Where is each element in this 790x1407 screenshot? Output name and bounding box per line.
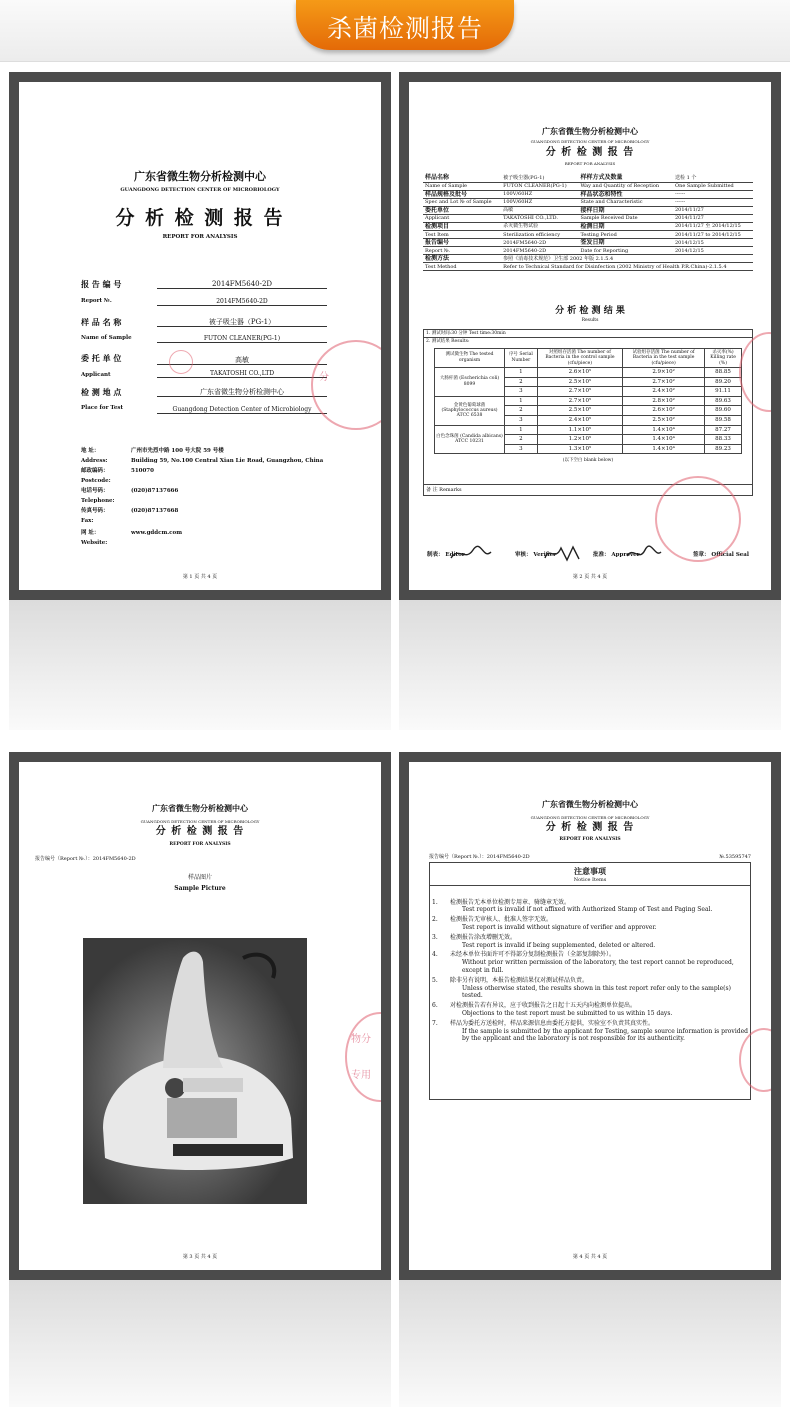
results-cell: 89.20	[705, 377, 742, 387]
info-value: ------	[673, 198, 753, 206]
report-title-cn: 分 析 检 测 报 告	[155, 826, 245, 837]
notice-text-cn: 未经本单位书面许可不得部分复制检测报告（全部复制除外）。	[450, 951, 616, 959]
info-value: 送检 1 个	[673, 174, 753, 182]
info-row	[423, 174, 753, 182]
official-seal: 签章： Official Seal	[693, 552, 749, 558]
notice-text	[448, 915, 750, 933]
contact-value: 广州市先烈中路 100 号大院 59 号楼	[131, 448, 224, 454]
results-cell: 2	[505, 435, 538, 445]
results-cell: 2.4×10⁵	[537, 415, 622, 425]
notice-number: 1.	[432, 898, 438, 906]
notice-text	[448, 898, 750, 916]
report-number: 报告编号（Report №.）：2014FM5640-2D	[35, 856, 136, 862]
report-number: 报告编号（Report №.）：2014FM5640-2D	[429, 854, 530, 860]
info-label: 签发日期	[578, 239, 673, 247]
info-row	[423, 263, 753, 271]
results-header-cell: 序号 Serial Number	[505, 348, 538, 367]
info-value: ------	[673, 190, 753, 198]
field-value: 广东省微生物分析检测中心	[157, 388, 327, 397]
info-value: Sterilization efficiency	[501, 231, 578, 239]
org-name-cn: 广东省微生物分析检测中心	[542, 126, 638, 136]
results-cell: 1	[505, 396, 538, 406]
results-cell: 1	[505, 367, 538, 377]
org-name-cn: 广东省微生物分析检测中心	[134, 170, 266, 183]
results-cell: 2.7×10⁵	[537, 396, 622, 406]
results-cell: 2.7×10²	[623, 377, 705, 387]
notice-title-en: Notice Items	[430, 877, 750, 886]
page-footer: 第 2 页 共 4 页	[572, 574, 608, 580]
page-footer: 第 1 页 共 4 页	[182, 574, 218, 580]
info-label: Name of Sample	[423, 182, 501, 190]
notice-item	[430, 976, 750, 1001]
report-title-en: REPORT FOR ANALYSIS	[169, 842, 231, 847]
field-label-en: Name of Sample	[81, 335, 132, 341]
contact-label: 地 址：	[81, 448, 100, 454]
notice-text-en: Without prior written permission of the laboratory, the test report cannot be reproduced, except in full.	[462, 959, 734, 974]
notice-text-en: Test report is invalid if being supplemented, deleted or altered.	[462, 941, 656, 949]
info-label: 检测日期	[578, 222, 673, 230]
info-value: 高敏	[501, 206, 578, 214]
notice-item	[430, 1001, 750, 1019]
info-value: 2014FM5640-2D	[501, 239, 578, 247]
info-value: 2014/11/27	[673, 214, 753, 222]
contact-label: 网 址：	[81, 530, 100, 536]
results-header-cell: 测试微生物 The tested organism	[435, 348, 505, 367]
sample-picture-title-en: Sample Picture	[174, 885, 226, 892]
contact-label: 电话号码：	[81, 488, 109, 494]
info-label: 检测方法	[423, 255, 501, 263]
info-value: 2014FM5640-2D	[501, 247, 578, 255]
field-value-2: Guangdong Detection Center of Microbiology	[157, 406, 327, 414]
page-footer: 第 4 页 共 4 页	[572, 1254, 608, 1260]
results-cell: 89.23	[705, 444, 742, 454]
results-cell: 2.4×10²	[623, 387, 705, 397]
info-label: 委托单位	[423, 206, 501, 214]
results-cell: 1	[505, 425, 538, 435]
reflection-right-top	[399, 600, 781, 730]
results-row	[435, 367, 742, 377]
results-cell: 2	[505, 377, 538, 387]
info-value: 100V/60HZ	[501, 198, 578, 206]
results-header-row	[435, 348, 742, 367]
notice-text-cn: 检测报告无审核人、批准人签字无效。	[450, 916, 553, 924]
info-row	[423, 198, 753, 206]
contact-label-en: Telephone:	[81, 498, 115, 504]
notice-item	[430, 898, 750, 916]
info-label: 样品规格及批号	[423, 190, 501, 198]
org-name-cn: 广东省微生物分析检测中心	[542, 799, 638, 809]
info-label: Test Item	[423, 231, 501, 239]
info-row	[423, 255, 753, 263]
results-header-cell: 杀灭率(%) Killing rate (%)	[705, 348, 742, 367]
document-page-2[interactable]	[409, 82, 771, 590]
page-footer: 第 3 页 共 4 页	[182, 1254, 218, 1260]
info-row	[423, 247, 753, 255]
results-cell: 1.2×10⁵	[537, 435, 622, 445]
notice-item	[430, 933, 750, 951]
results-cell: 1.4×10⁴	[623, 444, 705, 454]
info-value: 2014/12/15	[673, 239, 753, 247]
notice-text	[448, 1001, 750, 1019]
document-frame-page-2	[399, 72, 781, 600]
notice-text-cn: 检测报告无本单位检测专用章、骑缝章无效。	[450, 898, 571, 906]
info-value: 被子吸尘器(PG-1)	[501, 174, 578, 182]
official-stamp-small	[169, 350, 193, 374]
contact-value: (020)87137666	[131, 488, 179, 494]
info-label: Test Method	[423, 263, 501, 271]
results-row	[435, 396, 742, 406]
info-label: 检测项目	[423, 222, 501, 230]
document-frame-page-1	[9, 72, 391, 600]
notice-number: 7.	[432, 1019, 438, 1027]
info-value: 杀灭微生物试验	[501, 222, 578, 230]
remarks: 备 注 Remarks	[424, 484, 752, 495]
notice-text-cn: 除非另有说明，本报告检测结果仅对测试样品负责。	[450, 976, 589, 984]
info-label: Way and Quantity of Reception	[578, 182, 673, 190]
results-cell: 2.5×10⁵	[537, 406, 622, 416]
notice-text-en: Test report is invalid if not affixed with Authorized Stamp of Test and Paging Seal.	[462, 906, 713, 914]
notice-text	[448, 976, 750, 1001]
results-box	[423, 329, 753, 496]
notice-title-cn: 注意事项	[574, 866, 606, 876]
notice-text	[448, 950, 750, 975]
notice-text-en: If the sample is submitted by the applicant for Testing, sample source information is provided by the applicant and the laboratory is not responsible for its authenticity.	[462, 1027, 748, 1043]
sample-picture-title-cn: 样品图片	[187, 874, 212, 881]
reflection-left-top	[9, 600, 391, 730]
notice-item	[430, 915, 750, 933]
info-row	[423, 214, 753, 222]
results-cell: 1.4×10⁴	[623, 425, 705, 435]
results-cell: 1.3×10⁵	[537, 444, 622, 454]
serial-number: №.53595747	[719, 854, 751, 860]
notice-text-cn: 对检测报告若有异议，应于收到报告之日起十五天内向检测单位提出。	[450, 1002, 637, 1010]
results-cell: 87.27	[705, 425, 742, 435]
notice-text	[448, 1019, 750, 1044]
notice-box	[429, 862, 751, 1100]
results-cell: 2.5×10⁵	[537, 377, 622, 387]
editor-signature: 制表： Editor	[427, 552, 465, 558]
info-label: Spec and Lot № of Sample	[423, 198, 501, 206]
document-frame-page-4	[399, 752, 781, 1280]
sample-info-table	[423, 174, 753, 271]
notice-item	[430, 1019, 750, 1044]
info-value: One Sample Submitted	[673, 182, 753, 190]
info-value: 2014/12/15	[673, 247, 753, 255]
notice-number: 3.	[432, 933, 438, 941]
contact-label: 传真号码：	[81, 508, 109, 514]
org-name-en: GUANGDONG DETECTION CENTER OF MICROBIOLOGY	[530, 139, 650, 144]
info-row	[423, 190, 753, 198]
org-name-en: GUANGDONG DETECTION CENTER OF MICROBIOLOGY	[530, 815, 650, 820]
contact-value: www.gddcm.com	[131, 530, 183, 536]
org-name-cn: 广东省微生物分析检测中心	[152, 803, 248, 813]
verifier-signature: 审核： Verifier	[515, 552, 557, 558]
notice-text-en: Test report is invalid without signature of verifier and approver.	[462, 923, 657, 931]
contact-value: (020)87137668	[131, 508, 179, 514]
results-title-en: Results	[581, 318, 599, 323]
results-cell: 2.6×10⁵	[537, 367, 622, 377]
info-value: 2014/11/27 至 2014/12/15	[673, 222, 753, 230]
field-value-2: 2014FM5640-2D	[157, 298, 327, 306]
info-row	[423, 231, 753, 239]
results-cell: 2	[505, 406, 538, 416]
report-title-cn: 分 析 检 测 报 告	[545, 822, 635, 833]
notice-text-en: Objections to the test report must be submitted to us within 15 days.	[462, 1009, 673, 1017]
banner-bar	[0, 0, 790, 62]
results-cell: 89.63	[705, 396, 742, 406]
results-cell: 1.1×10⁵	[537, 425, 622, 435]
contact-label: 邮政编码：	[81, 468, 109, 474]
field-label-en: Applicant	[81, 372, 111, 378]
organism-cell: 白色念珠菌 (Candida albicans) ATCC 10231	[435, 425, 505, 454]
vacuum-cleaner-image	[83, 938, 307, 1204]
info-value: FUTON CLEANER(PG-1)	[501, 182, 578, 190]
info-row	[423, 206, 753, 214]
contact-value: 510070	[131, 468, 154, 474]
results-cell: 88.85	[705, 367, 742, 377]
blank-note: (以下空白 blank below)	[562, 458, 614, 464]
report-title-en: REPORT FOR ANALYSIS	[162, 234, 238, 240]
info-label: 接样日期	[578, 206, 673, 214]
field-label-cn: 样 品 名 称	[81, 317, 122, 327]
results-header-cell: 试验组存活菌 The number of Bacteria in the test sample (cfu/piece)	[623, 348, 705, 367]
test-condition-1: 1. 测试时间:30 分钟 Test time:30min	[424, 330, 752, 338]
document-page-1[interactable]	[19, 82, 381, 590]
info-row	[423, 182, 753, 190]
results-table	[434, 348, 742, 455]
results-header-cell: 对照组存活菌 The number of Bacteria in the control sample (cfu/piece)	[537, 348, 622, 367]
notice-text-cn: 检测报告涂改增删无效。	[450, 933, 517, 941]
info-label: Report №.	[423, 247, 501, 255]
results-cell: 88.33	[705, 435, 742, 445]
organism-cell: 大肠杆菌 (Escherichia coli) 8099	[435, 367, 505, 396]
results-cell: 2.8×10²	[623, 396, 705, 406]
contact-value-2: Building 59, No.100 Central Xian Lie Road, Guangzhou, China	[131, 458, 324, 464]
banner-tab	[296, 0, 514, 50]
field-label-cn: 检 测 地 点	[81, 387, 122, 397]
official-stamp: 物分 专用	[345, 1012, 381, 1102]
info-label: 样品名称	[423, 174, 501, 182]
report-title-cn: 分 析 检 测 报 告	[115, 207, 285, 229]
org-name-en: GUANGDONG DETECTION CENTER OF MICROBIOLOGY	[120, 187, 280, 193]
info-value: TAKATOSHI CO.,LTD.	[501, 214, 578, 222]
notice-number: 5.	[432, 976, 438, 984]
info-label: 样品状态和特性	[578, 190, 673, 198]
results-cell: 89.58	[705, 415, 742, 425]
results-cell: 2.5×10²	[623, 415, 705, 425]
handwritten-signatures	[449, 544, 689, 564]
info-label: Date for Reporting	[578, 247, 673, 255]
document-page-4[interactable]	[409, 762, 771, 1270]
info-label: Sample Received Date	[578, 214, 673, 222]
organism-cell: 金黄色葡萄球菌 (Staphylococcus aureus) ATCC 6538	[435, 396, 505, 425]
field-value: 被子吸尘器（PG-1）	[157, 318, 327, 327]
test-condition-2: 2. 测试结果 Results:	[426, 339, 470, 345]
info-label: State and Characteristic	[578, 198, 673, 206]
report-title-en: REPORT FOR ANALYSIS	[564, 161, 616, 166]
info-value: 2014/11/27	[673, 206, 753, 214]
notice-list	[430, 898, 750, 1045]
field-value: 2014FM5640-2D	[157, 280, 327, 289]
results-cell: 3	[505, 387, 538, 397]
info-value: Refer to Technical Standard for Disinfection (2002 Ministry of Health P.R.China)-2.1.5.4	[501, 263, 753, 271]
field-label-en: Report №.	[81, 298, 112, 304]
info-row	[423, 239, 753, 247]
reflection-left-bottom	[9, 1280, 391, 1407]
document-page-3[interactable]	[19, 762, 381, 1270]
official-stamp: 分	[311, 340, 381, 430]
contact-label-en: Postcode:	[81, 478, 111, 484]
info-label: Testing Period	[578, 231, 673, 239]
contact-label-en: Address:	[81, 458, 108, 464]
results-title-cn: 分 析 检 测 结 果	[555, 306, 625, 316]
official-stamp	[655, 476, 741, 562]
reflection-right-bottom	[399, 1280, 781, 1407]
results-cell: 3	[505, 444, 538, 454]
notice-number: 4.	[432, 951, 438, 959]
report-title-cn: 分 析 检 测 报 告	[545, 147, 635, 158]
results-cell: 91.11	[705, 387, 742, 397]
notice-item	[430, 950, 750, 975]
notice-text-cn: 样品为委托方送检时，样品来源信息由委托方提供，实验室不负责其真实性。	[450, 1019, 655, 1027]
field-value-2: TAKATOSHI CO.,LTD	[157, 370, 327, 378]
field-label-en: Place for Test	[81, 405, 123, 411]
results-cell: 3	[505, 415, 538, 425]
banner-title: 杀菌检测报告	[326, 14, 483, 43]
results-table-wrap	[424, 346, 752, 457]
notice-text	[448, 933, 750, 951]
field-label-cn: 委 托 单 位	[81, 353, 122, 363]
document-frame-page-3	[9, 752, 391, 1280]
notice-text-en: Unless otherwise stated, the results shown in this test report refer only to the sample(s) tested.	[462, 984, 731, 1000]
results-cell: 1.4×10⁴	[623, 435, 705, 445]
org-name-en: GUANGDONG DETECTION CENTER OF MICROBIOLOGY	[140, 819, 260, 824]
field-value: 高敏	[157, 356, 327, 365]
report-title-en: REPORT FOR ANALYSIS	[559, 837, 621, 842]
info-value: 2014/11/27 to 2014/12/15	[673, 231, 753, 239]
results-cell: 2.9×10²	[623, 367, 705, 377]
contact-label-en: Website:	[81, 540, 108, 546]
info-label: 样样方式及数量	[578, 174, 673, 182]
results-row	[435, 425, 742, 435]
info-label: Applicant	[423, 214, 501, 222]
field-label-cn: 报 告 编 号	[81, 279, 122, 289]
approver-signature: 批准： Approver	[593, 552, 640, 558]
results-cell: 2.6×10²	[623, 406, 705, 416]
results-cell: 89.60	[705, 406, 742, 416]
info-value: 100V/60HZ	[501, 190, 578, 198]
notice-number: 2.	[432, 916, 438, 924]
sample-photo	[83, 938, 307, 1204]
field-value-2: FUTON CLEANER(PG-1)	[157, 335, 327, 343]
info-value: 参照《消毒技术规范》卫生部 2002 年版 2.1.5.4	[501, 255, 753, 263]
contact-label-en: Fax:	[81, 518, 94, 524]
info-row	[423, 222, 753, 230]
notice-number: 6.	[432, 1002, 438, 1010]
info-label: 报告编号	[423, 239, 501, 247]
results-cell: 2.7×10⁵	[537, 387, 622, 397]
